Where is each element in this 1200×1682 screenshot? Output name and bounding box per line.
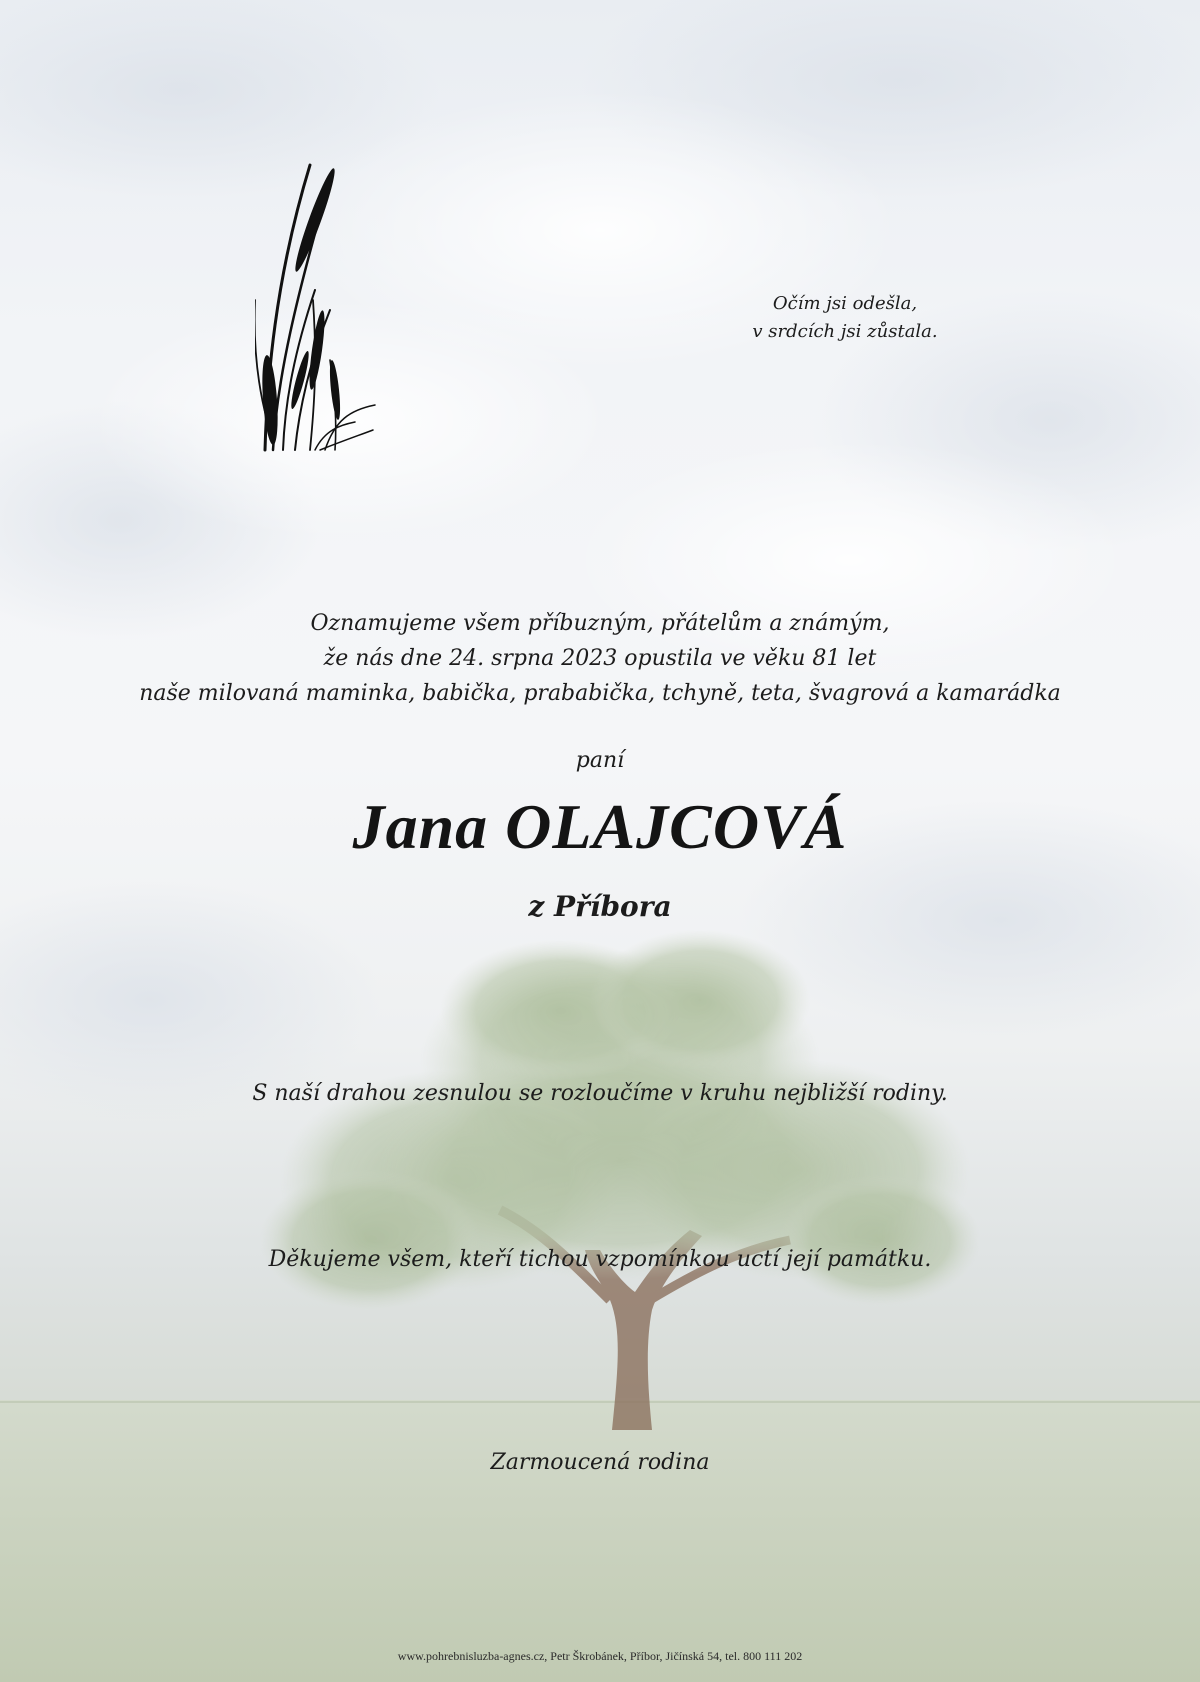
announcement-line-3: naše milovaná maminka, babička, prababička, tchyně, teta, švagrová a kamarádka xyxy=(139,681,1061,706)
deceased-name: Jana OLAJCOVÁ xyxy=(352,791,848,862)
announcement-line-1: Oznamujeme všem příbuzným, přátelům a známým, xyxy=(310,611,890,636)
announcement xyxy=(0,606,1200,711)
farewell-text: S naší drahou zesnulou se rozloučíme v kruhu nejbližší rodiny. xyxy=(252,1081,948,1106)
signature-text: Zarmoucená rodina xyxy=(490,1450,710,1475)
motto xyxy=(700,290,990,346)
deceased-origin: z Příbora xyxy=(528,890,672,923)
motto-line-2: v srdcích jsi zůstala. xyxy=(752,321,938,342)
deceased-title: paní xyxy=(575,748,625,773)
announcement-line-2: že nás dne 24. srpna 2023 opustila ve věku 81 let xyxy=(323,646,877,671)
thanks-text: Děkujeme všem, kteří tichou vzpomínkou uctí její památku. xyxy=(268,1247,932,1272)
footer-contact: www.pohrebnisluzba-agnes.cz, Petr Škrobánek, Příbor, Jičínská 54, tel. 800 111 202 xyxy=(397,1649,803,1663)
field xyxy=(0,1400,1200,1682)
grass-ornament-icon xyxy=(255,160,385,455)
motto-line-1: Očím jsi odešla, xyxy=(772,293,918,314)
